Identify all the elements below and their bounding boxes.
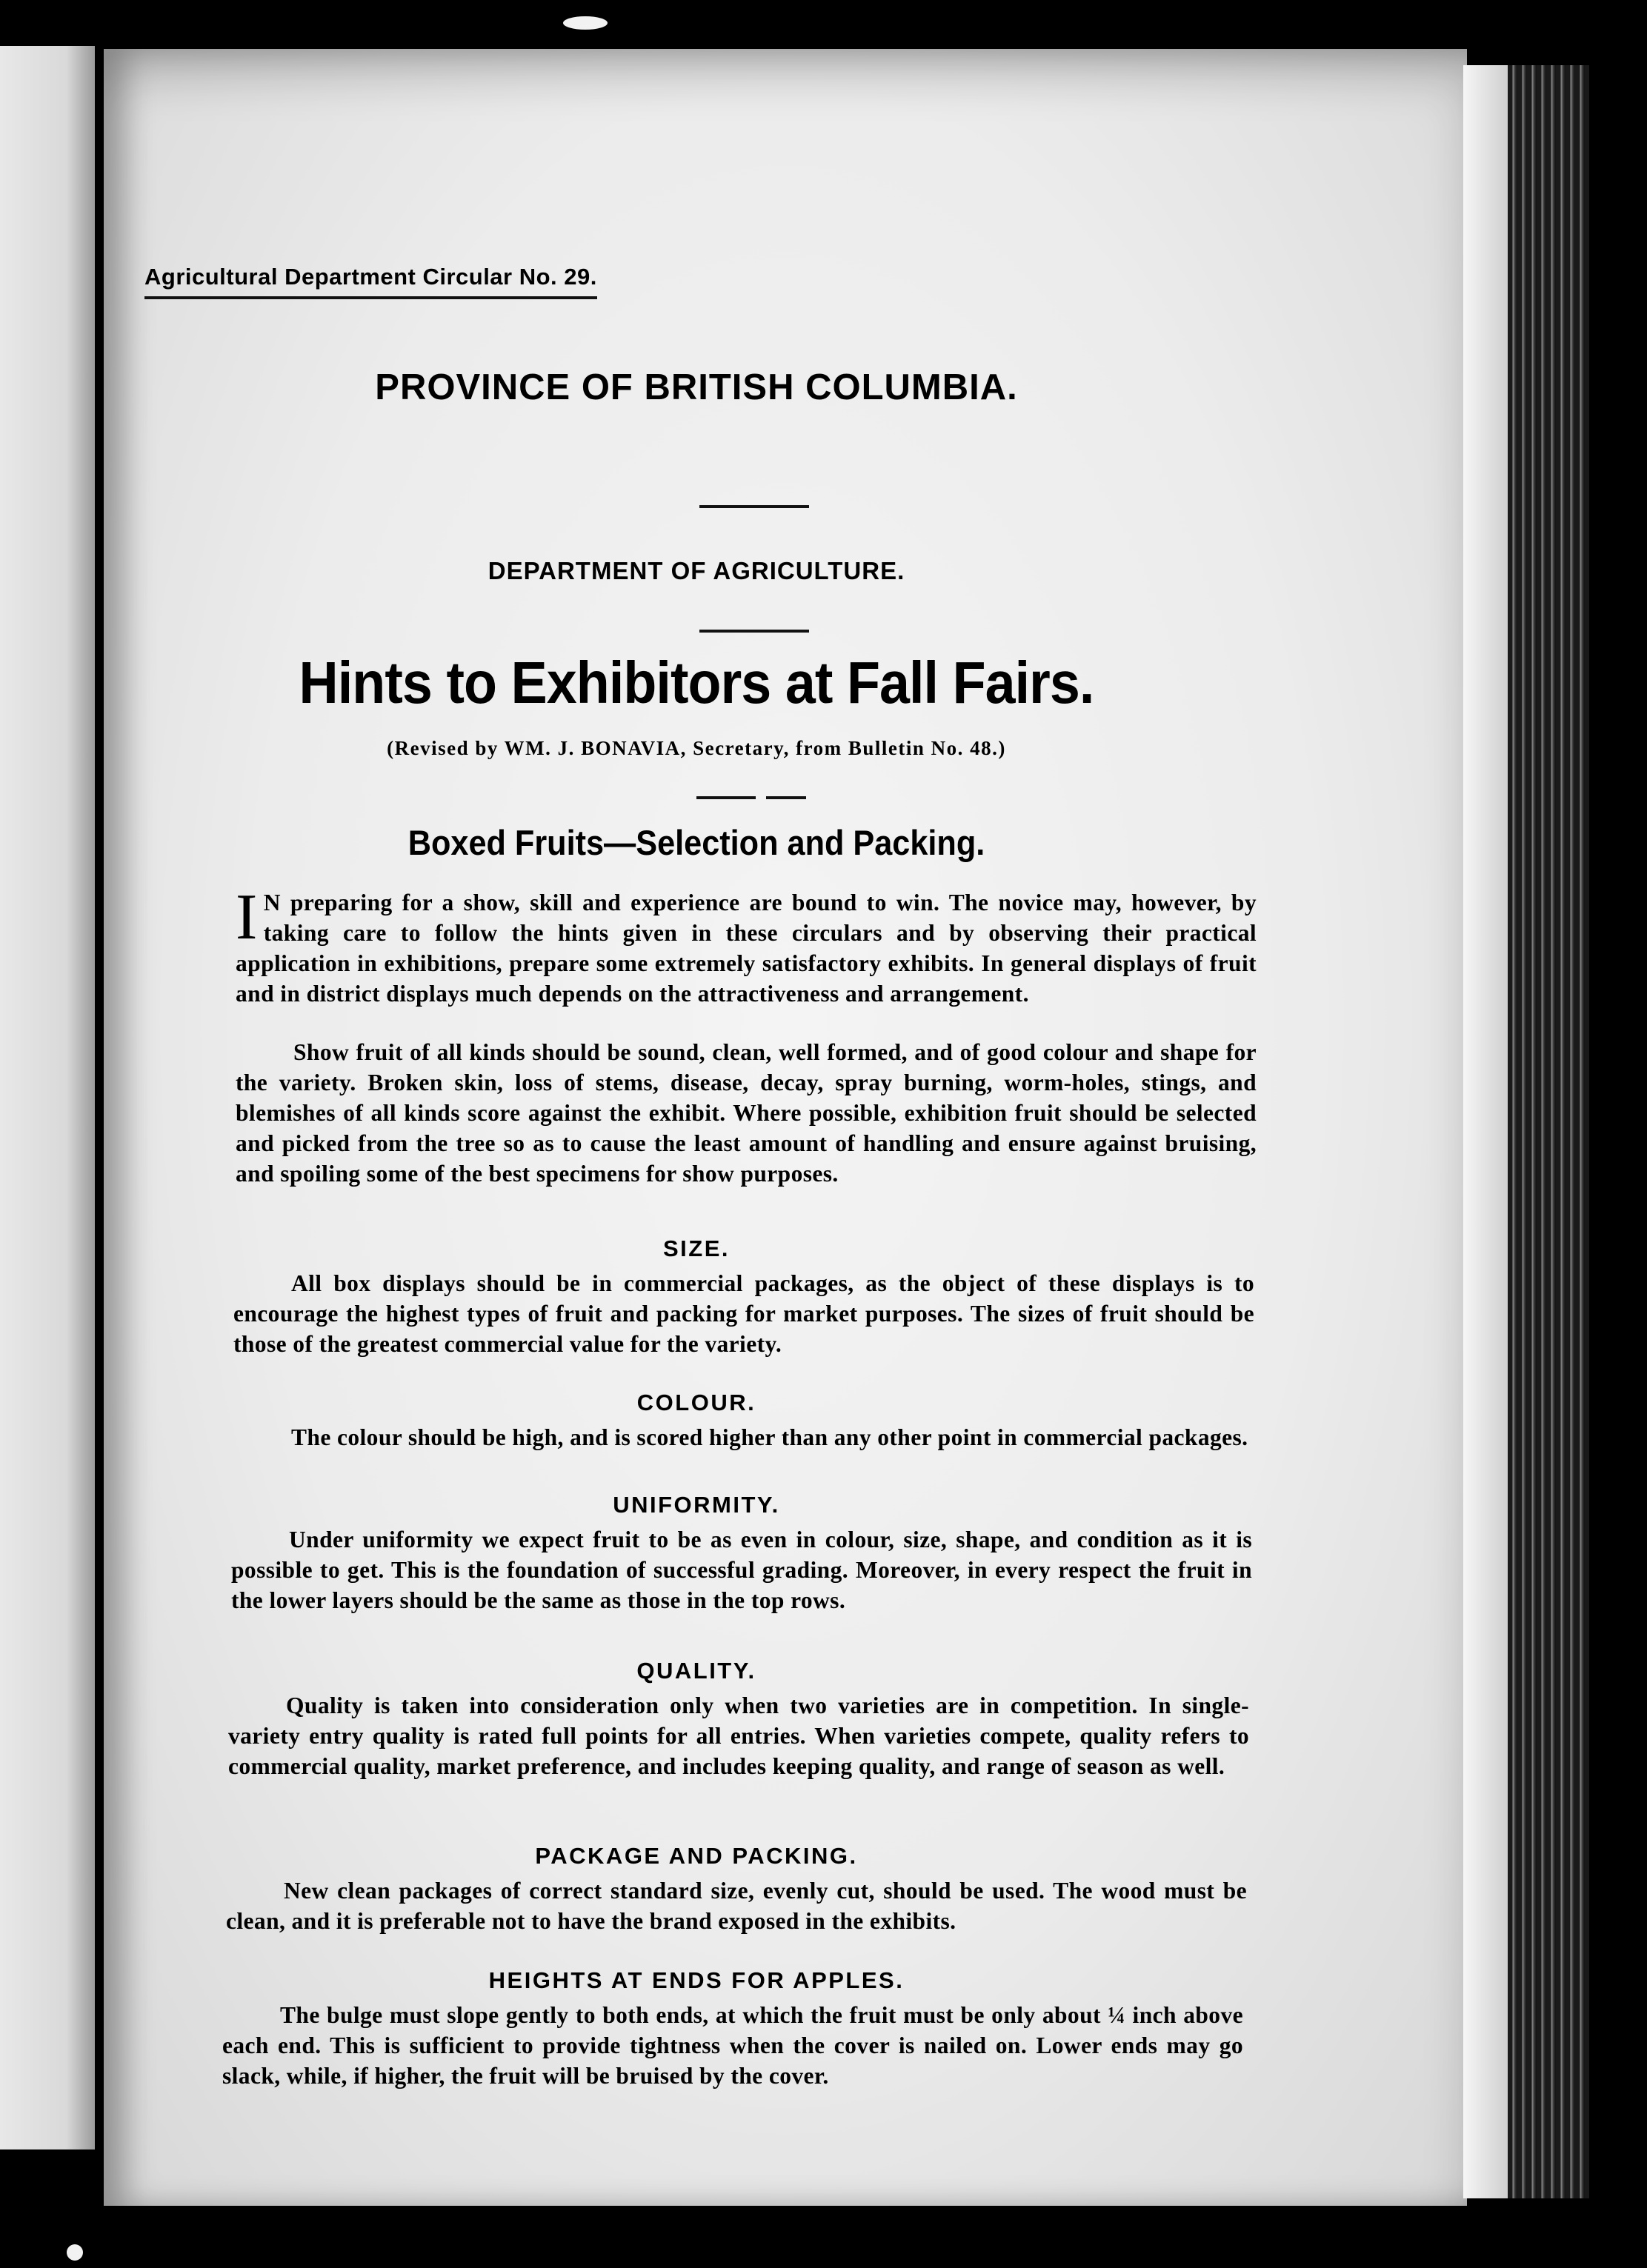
section-text-size: All box displays should be in commercial packages, as the object of these displays is to encourage the highest types of fruit and packing for market purposes. The sizes of fruit should be those of the greatest commercial value for the variety. [233,1270,1254,1357]
section-text-colour: The colour should be high, and is scored higher than any other point in commercial packages. [291,1424,1248,1450]
adjacent-page-edge [0,46,95,2149]
section-text-heights: The bulge must slope gently to both ends, at which the fruit must be only about ¼ inch above each end. This is sufficient to provide tightness when the cover is nailed on. Lower ends may go slack, while, if higher, the fruit will be bruised by the cover. [222,2002,1243,2089]
document-title: Hints to Exhibitors at Fall Fairs. [299,650,1094,716]
circular-label: Agricultural Department Circular No. 29. [144,264,597,299]
section-text-quality: Quality is taken into consideration only when two varieties are in competition. In single-variety entry quality is rated full points for all entries. When varieties compete, quality refers to commercial quality, market preference, and includes keeping quality, and range of season as well. [228,1692,1249,1779]
section-title: Boxed Fruits—Selection and Packing. [407,823,985,862]
section-heading-quality: QUALITY. [636,1658,756,1684]
section-heading-package: PACKAGE AND PACKING. [535,1843,858,1869]
intro-paragraph: Show fruit of all kinds should be sound, clean, well formed, and of good colour and shape for the variety. Broken skin, loss of stems, disease, decay, spray burning, worm-holes, stings, and blemishes of all kinds score against the exhibit. Where possible, exhibition fruit should be selected and picked from the tree so as to cause the least amount of handling and ensure against bruising, and spoiling some of the best specimens for show purposes. [236,1039,1257,1187]
section-heading-colour: COLOUR. [636,1390,756,1415]
section-text-uniformity: Under uniformity we expect fruit to be as even in colour, size, shape, and condition as it is possible to get. This is the foundation of successful grading. Moreover, in every respect the fruit in the lower layers should be the same as those in the top rows. [231,1527,1252,1613]
book-page-stack [1508,65,1589,2198]
intro-paragraph: IN preparing for a show, skill and experience are bound to win. The novice may, however, by taking care to follow the hints given in these circulars and by observing their practical application in exhibitions, prepare some extremely satisfactory exhibits. In general displays of fruit and in district displays much depends on the attractiveness and arrangement. [236,881,1257,1007]
section-heading-size: SIZE. [662,1235,730,1261]
section-heading-uniformity: UNIFORMITY. [613,1492,780,1518]
divider-rule [699,505,809,508]
revised-note: (Revised by WM. J. BONAVIA, Secretary, from Bulletin No. 48.) [387,737,1006,759]
department-heading: DEPARTMENT OF AGRICULTURE. [488,557,905,584]
film-speck [563,16,608,30]
section-heading-heights: HEIGHTS AT ENDS FOR APPLES. [488,1967,905,1993]
divider-rule [766,796,806,799]
divider-rule [699,630,809,633]
film-speck [67,2244,83,2261]
province-heading: PROVINCE OF BRITISH COLUMBIA. [375,367,1018,407]
section-text-package: New clean packages of correct standard size, evenly cut, should be used. The wood must be clean, and it is preferable not to have the brand exposed in the exhibits. [226,1878,1247,1934]
page-margin-edge [1463,65,1508,2198]
divider-rule [696,796,756,799]
